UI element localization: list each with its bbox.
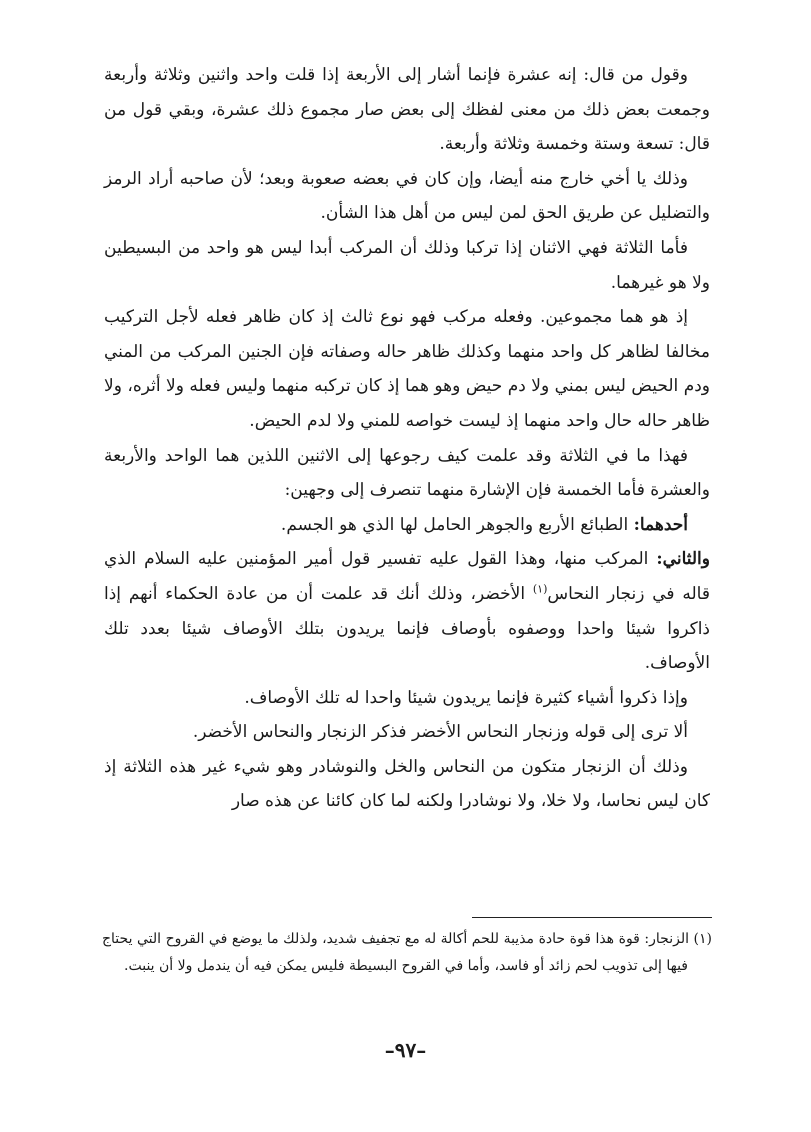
- paragraph-9: ألا ترى إلى قوله وزنجار النحاس الأخضر فذكر الزنجار والنحاس الأخضر.: [192, 722, 688, 743]
- paragraph-6-text: الطبائع الأربع والجوهر الحامل لها الذي هو الجسم.: [280, 514, 634, 535]
- page-number: –٩٧–: [384, 1038, 427, 1062]
- paragraph-10: وذلك أن الزنجار متكون من النحاس والخل والنوشادر وهو شيء غير هذه الثلاثة إذ كان ليس نحاسا، ولا خلا، ولا نوشادرا ولكنه لما كان كائنا عن هذه صار: [104, 756, 710, 812]
- paragraph-7: [104, 542, 710, 680]
- footnotes: [102, 926, 712, 979]
- paragraph-6: [104, 508, 710, 543]
- paragraph-7-text-a: المركب منها، وهذا القول عليه تفسير قول أمير المؤمنين عليه السلام الذي قاله في زنجار النحاس: [104, 549, 710, 604]
- paragraph-4: إذ هو هما مجموعين. وفعله مركب فهو نوع ثالث إذ كان ظاهر فعله لأجل التركيب مخالفا لظاهر كل واحد منهما وكذلك ظاهر حاله وصفاته فإن الجنين المركب من المني ودم الحيض ليس بمني ولا دم حيض وهو هما إذ كان تركبه منهما وليس فعله ولا أثره، ولا ظاهر حاله حال واحد منهما إذ ليست خواصه للمني ولا لدم الحيض.: [104, 307, 710, 431]
- paragraph-2: وذلك يا أخي خارج منه أيضا، وإن كان في بعضه صعوبة وبعد؛ لأن صاحبه أراد الرمز والتضليل عن طريق الحق لمن ليس من أهل هذا الشأن.: [104, 168, 710, 224]
- paragraph-7-lead: والثاني:: [656, 549, 710, 570]
- paragraph-7-text-b: الأخضر، وذلك أنك قد علمت أن من عادة الحكماء أنهم إذا ذاكروا شيئا واحدا ووصفوه بأوصاف فإنما يريدون بتلك الأوصاف شيئا بعدد تلك الأوصاف.: [104, 583, 710, 674]
- footnote-divider: [472, 917, 712, 918]
- paragraph-6-lead: أحدهما:: [633, 514, 688, 535]
- paragraph-5: فهذا ما في الثلاثة وقد علمت كيف رجوعها إلى الاثنين اللذين هما الواحد والأربعة والعشرة فأما الخمسة فإن الإشارة منهما تنصرف إلى وجهين:: [104, 445, 710, 501]
- footnote-1: [102, 926, 712, 979]
- footnote-text: الزنجار: قوة هذا قوة حادة مذيبة للحم أكالة له مع تجفيف شديد، ولذلك ما يوضع في القروح التي يحتاج فيها إلى تذويب لحم زائد أو فاسد، وأما في القروح البسيطة فليس يمكن فيه أن يندمل ولا أن ينبت.: [102, 931, 694, 974]
- main-text: [104, 58, 710, 819]
- paragraph-1: وقول من قال: إنه عشرة فإنما أشار إلى الأربعة إذا قلت واحد واثنين وثلاثة وأربعة وجمعت بعض ذلك من معنى لفظك إلى بعض صار مجموع ذلك عشرة، وبقي قول من قال: تسعة وستة وخمسة وثلاثة وأربعة.: [104, 65, 710, 155]
- paragraph-8: وإذا ذكروا أشياء كثيرة فإنما يريدون شيئا واحدا له تلك الأوصاف.: [244, 687, 688, 708]
- footnote-reference[interactable]: (١): [532, 582, 548, 596]
- footnote-marker: (١): [693, 931, 712, 947]
- paragraph-3: فأما الثلاثة فهي الاثنان إذا تركبا وذلك أن المركب أبدا ليس هو واحد من البسيطين ولا هو غيرهما.: [104, 237, 710, 293]
